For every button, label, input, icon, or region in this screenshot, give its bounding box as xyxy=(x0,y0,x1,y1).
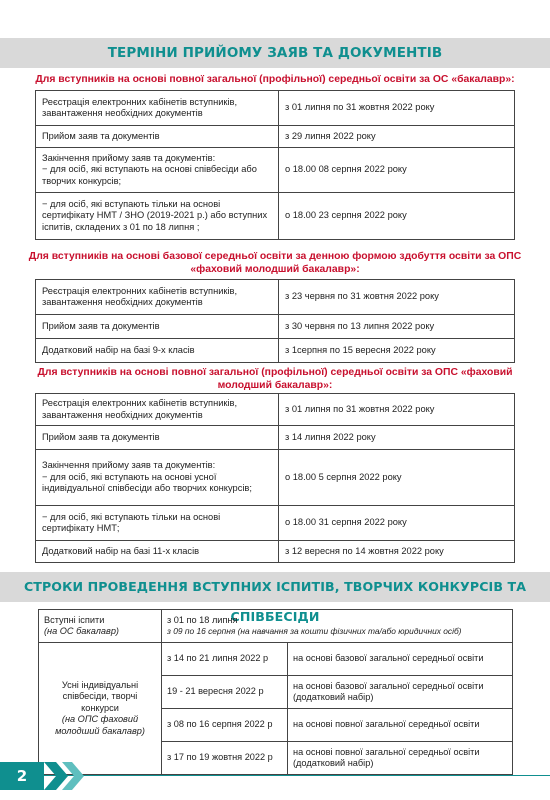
section3-table xyxy=(35,393,515,563)
table-row xyxy=(36,91,515,126)
row-label: Реєстрація електронних кабінетів вступників, завантаження необхідних документів xyxy=(36,394,279,426)
exams-label-cell xyxy=(39,610,162,643)
footer-line xyxy=(44,775,550,776)
row-label-line: Закінчення прийому заяв та документів: − для осіб, які вступають на основі співбесіди або творчих конкурсів; xyxy=(42,152,257,186)
table-row xyxy=(39,643,513,676)
row-value: з 29 липня 2022 року xyxy=(279,126,515,148)
row-label: Прийом заяв та документів xyxy=(36,126,279,148)
schedule-basis: на основі базової загальної середньої освіти xyxy=(288,643,513,676)
schedule-basis: на основі базової загальної середньої освіти (додатковий набір) xyxy=(288,676,513,709)
row-value: з 14 липня 2022 року xyxy=(279,426,515,450)
row-value: з 01 липня по 31 жовтня 2022 року xyxy=(279,91,515,126)
table-row xyxy=(36,394,515,426)
row-label: − для осіб, які вступають тільки на основі сертифікату НМТ / ЗНО (2019-2021 р.) або вступних іспитів, складених з 01 по 18 липня ; xyxy=(36,193,279,240)
table-row xyxy=(36,426,515,450)
table-row xyxy=(36,339,515,363)
schedule-date: з 17 по 19 жовтня 2022 р xyxy=(162,742,288,775)
section1-heading: Для вступників на основі повної загальної (профільної) середньої освіти за ОС «бакалавр»: xyxy=(35,74,515,85)
table-row xyxy=(36,506,515,541)
schedule-date: з 14 по 21 липня 2022 р xyxy=(162,643,288,676)
table-row xyxy=(39,610,513,643)
exams-label: Вступні іспити xyxy=(44,614,105,625)
interviews-label-note: (на ОПС фаховий молодший бакалавр) xyxy=(55,714,145,736)
row-value: о 18.00 31 серпня 2022 року xyxy=(279,506,515,541)
exams-date-1: з 01 по 18 липня xyxy=(167,614,238,625)
interviews-label-cell xyxy=(39,643,162,775)
table-row xyxy=(36,148,515,193)
table-row xyxy=(36,126,515,148)
schedule-date: 19 - 21 вересня 2022 р xyxy=(162,676,288,709)
schedule-basis: на основі повної загальної середньої освіти (додатковий набір) xyxy=(288,742,513,775)
row-label xyxy=(36,450,279,506)
schedule-table xyxy=(38,609,513,775)
row-label: Реєстрація електронних кабінетів вступників, завантаження необхідних документів xyxy=(36,280,279,315)
schedule-basis: на основі повної загальної середньої освіти xyxy=(288,709,513,742)
row-label xyxy=(36,148,279,193)
schedule-date: з 08 по 16 серпня 2022 р xyxy=(162,709,288,742)
table-row xyxy=(36,280,515,315)
row-value: з 01 липня по 31 жовтня 2022 року xyxy=(279,394,515,426)
section3-heading: Для вступників на основі повної загальної (профільної) середньої освіти за ОПС «фаховий молодший бакалавр»: xyxy=(37,367,513,391)
section2-table xyxy=(35,279,515,363)
exams-date-2: з 09 по 16 серпня (на навчання за кошти фізичних та/або юридичних осіб) xyxy=(167,626,462,636)
page-number: 2 xyxy=(0,762,44,790)
row-label-line: Закінчення прийому заяв та документів: − для осіб, які вступають на основі усної індивідуальної співбесіди або творчих конкурсів; xyxy=(42,460,252,494)
chevron-right-icon xyxy=(44,762,90,790)
row-value: о 18.00 08 серпня 2022 року xyxy=(279,148,515,193)
row-value: з 12 вересня по 14 жовтня 2022 року xyxy=(279,541,515,563)
table-row xyxy=(36,315,515,339)
row-label: Прийом заяв та документів xyxy=(36,426,279,450)
interviews-label: Усні індивідуальні співбесіди, творчі конкурси xyxy=(61,679,139,713)
row-label: − для осіб, які вступають тільки на основі сертифікату НМТ; xyxy=(36,506,279,541)
row-label: Реєстрація електронних кабінетів вступників, завантаження необхідних документів xyxy=(36,91,279,126)
row-label: Додатковий набір на базі 11-х класів xyxy=(36,541,279,563)
exams-label-note: (на ОС бакалавр) xyxy=(44,626,119,636)
table-row xyxy=(36,450,515,506)
row-value: о 18.00 5 серпня 2022 року xyxy=(279,450,515,506)
exams-dates-cell xyxy=(162,610,513,643)
row-label: Додатковий набір на базі 9-х класів xyxy=(36,339,279,363)
section1-table xyxy=(35,90,515,240)
terms-banner: ТЕРМІНИ ПРИЙОМУ ЗАЯВ ТА ДОКУМЕНТІВ xyxy=(0,38,550,68)
row-value: з 23 червня по 31 жовтня 2022 року xyxy=(279,280,515,315)
section2-heading: Для вступників на основі базової середньої освіти за денною формою здобуття освіти за ОПС «фаховий молодший бакалавр»: xyxy=(28,251,522,275)
row-value: з 30 червня по 13 липня 2022 року xyxy=(279,315,515,339)
row-value: о 18.00 23 серпня 2022 року xyxy=(279,193,515,240)
table-row xyxy=(36,541,515,563)
table-row xyxy=(36,193,515,240)
row-value: з 1серпня по 15 вересня 2022 року xyxy=(279,339,515,363)
exams-banner: СТРОКИ ПРОВЕДЕННЯ ВСТУПНИХ ІСПИТІВ, ТВОРЧИХ КОНКУРСІВ ТА СПІВБЕСІДИ xyxy=(0,572,550,602)
row-label: Прийом заяв та документів xyxy=(36,315,279,339)
